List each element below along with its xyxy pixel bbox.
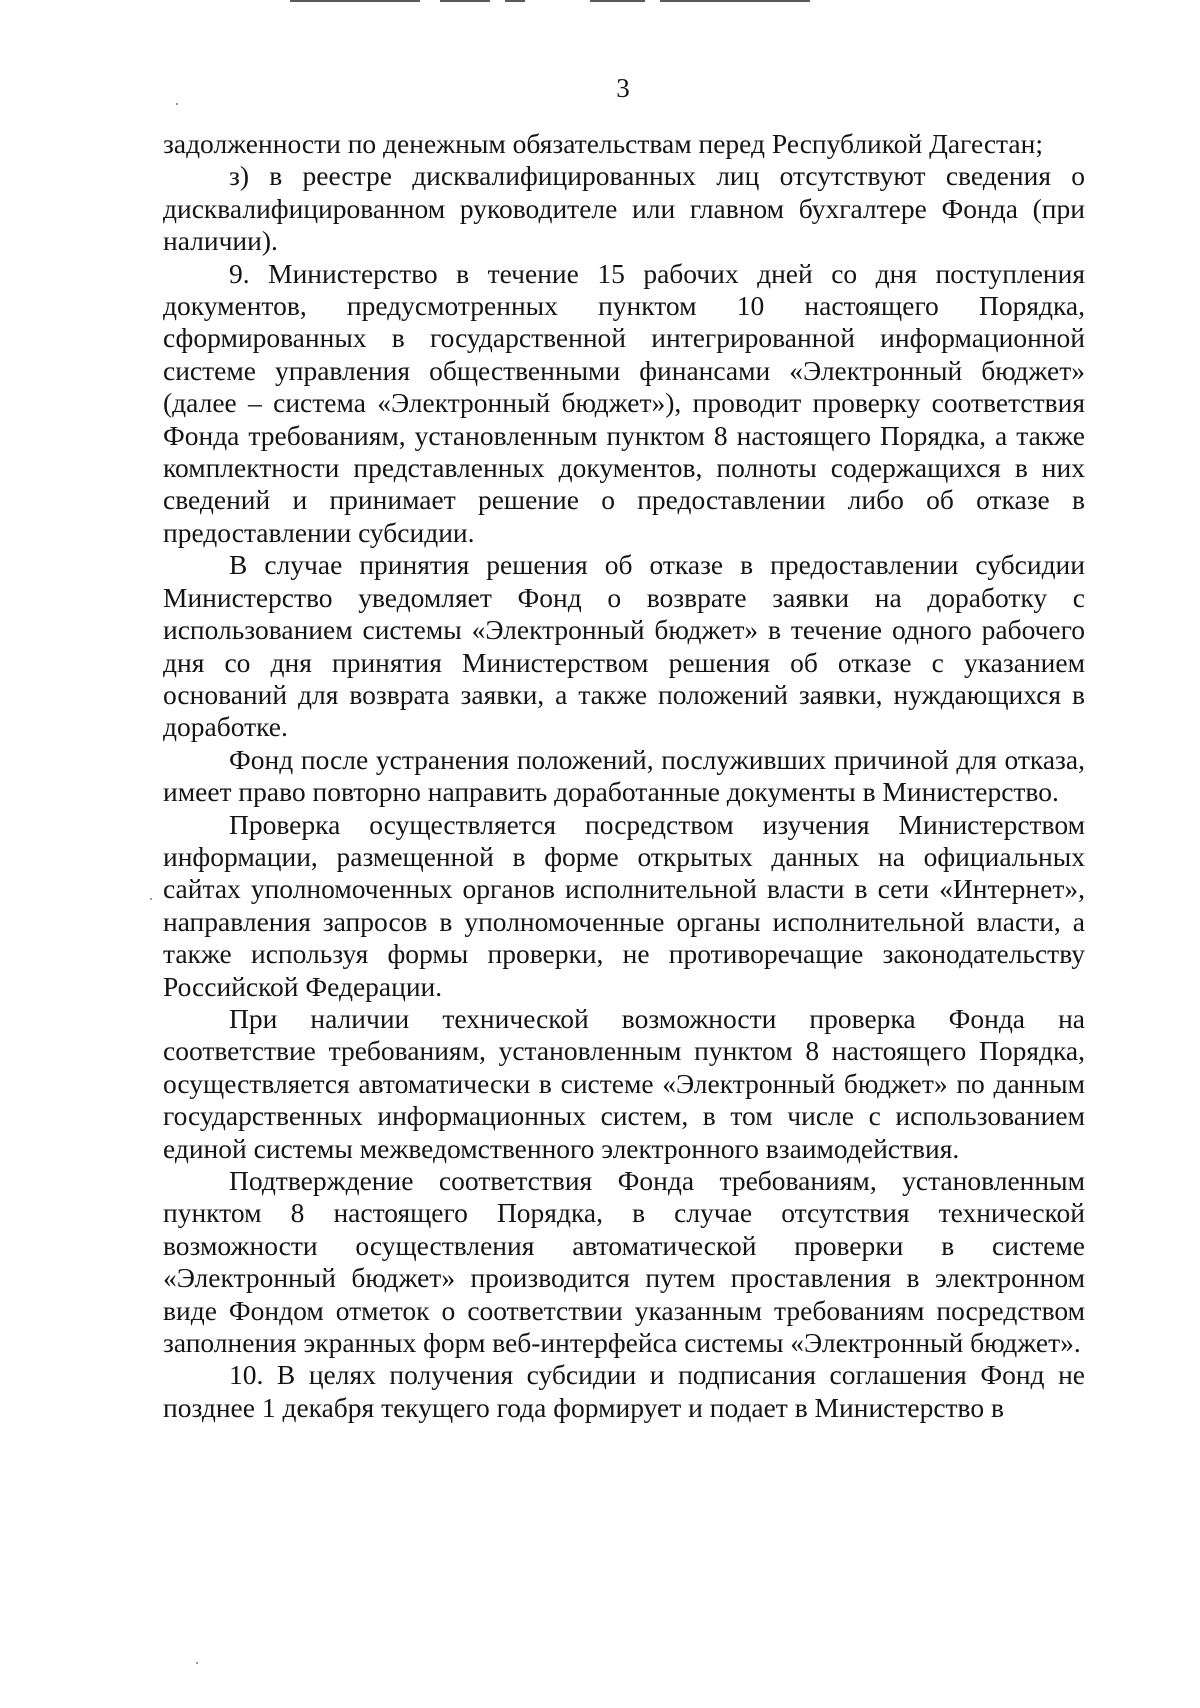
paragraph-refusal-notice: В случае принятия решения об отказе в предоставлении субсидии Министерство уведомляет Фонд о возврате заявки на доработку с использованием системы «Электронный бюджет» в течение одного рабочего дня со дня принятия Министерством решения об отказе с указанием оснований для возврата заявки, а также положений заявки, нуждающихся в доработке. bbox=[163, 549, 1085, 743]
scan-edge-marks bbox=[290, 0, 810, 3]
paragraph-automatic-check: При наличии технической возможности проверка Фонда на соответствие требованиям, установленным пунктом 8 настоящего Порядка, осуществляется автоматически в системе «Электронный бюджет» по данным государственных информационных систем, в том числе с использованием единой системы межведомственного электронного взаимодействия. bbox=[163, 1002, 1085, 1164]
paragraph-resubmission: Фонд после устранения положений, послуживших причиной для отказа, имеет право повторно направить доработанные документы в Министерство. bbox=[163, 743, 1085, 808]
scan-speck bbox=[176, 103, 178, 105]
paragraph-confirmation: Подтверждение соответствия Фонда требованиям, установленным пунктом 8 настоящего Порядка, в случае отсутствия технической возможности осуществления автоматической проверки в системе «Электронный бюджет» производится путем проставления в электронном виде Фондом отметок о соответствии указанным требованиям посредством заполнения экранных форм веб-интерфейса системы «Электронный бюджет». bbox=[163, 1165, 1085, 1359]
document-body bbox=[163, 128, 1085, 1424]
paragraph-verification: Проверка осуществляется посредством изучения Министерством информации, размещенной в форме открытых данных на официальных сайтах уполномоченных органов исполнительной власти в сети «Интернет», направления запросов в уполномоченные органы исполнительной власти, а также используя формы проверки, не противоречащие законодательству Российской Федерации. bbox=[163, 808, 1085, 1002]
paragraph-item-z: з) в реестре дисквалифицированных лиц отсутствуют сведения о дисквалифицированном руководителе или главном бухгалтере Фонда (при наличии). bbox=[163, 160, 1085, 257]
page-number: 3 bbox=[616, 73, 630, 103]
scan-speck bbox=[150, 898, 152, 900]
paragraph-item-9: 9. Министерство в течение 15 рабочих дней со дня поступления документов, предусмотренных пунктом 10 настоящего Порядка, сформированных в государственной интегрированной информационной системе управления общественными финансами «Электронный бюджет» (далее – система «Электронный бюджет»), проводит проверку соответствия Фонда требованиям, установленным пунктом 8 настоящего Порядка, а также комплектности представленных документов, полноты содержащихся в них сведений и принимает решение о предоставлении либо об отказе в предоставлении субсидии. bbox=[163, 257, 1085, 548]
paragraph-item-10: 10. В целях получения субсидии и подписания соглашения Фонд не позднее 1 декабря текущего года формирует и подает в Министерство в bbox=[163, 1359, 1085, 1423]
scan-speck bbox=[196, 1662, 198, 1664]
paragraph-debt-continuation: задолженности по денежным обязательствам перед Республикой Дагестан; bbox=[163, 128, 1043, 159]
